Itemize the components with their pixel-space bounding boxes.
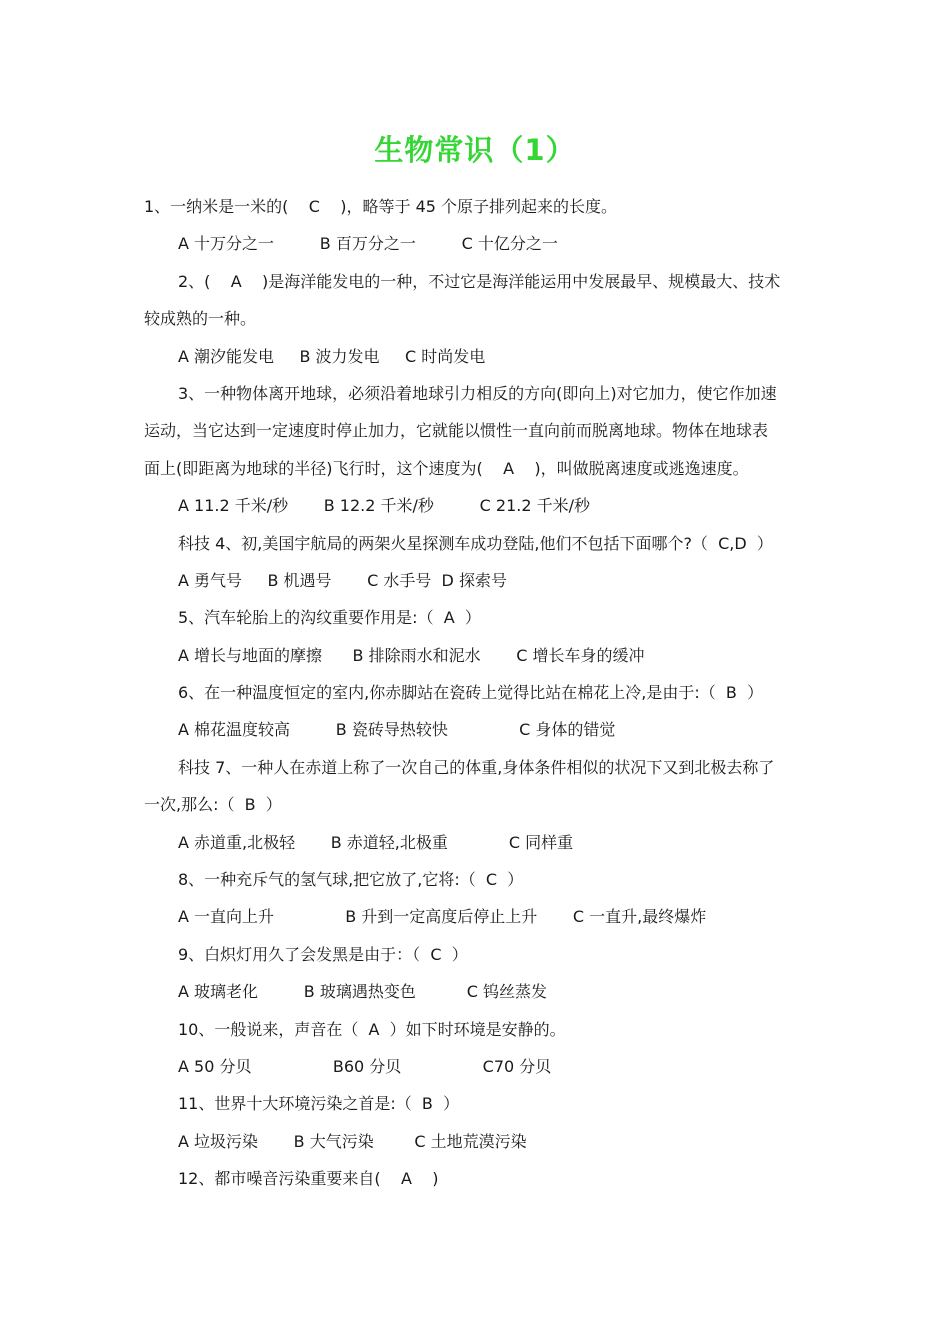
question-3-cont-2: 面上(即距离为地球的半径)飞行时，这个速度为( A )，叫做脱离速度或逃逸速度。 <box>144 458 749 478</box>
question-10: 10、一般说来，声音在（ A ）如下时环境是安静的。 <box>178 1019 566 1039</box>
question-7: 科技 7、一种人在赤道上称了一次自己的体重,身体条件相似的状况下又到北极去称了 <box>178 757 775 777</box>
options-11: A 垃圾污染 B 大气污染 C 土地荒漠污染 <box>178 1131 527 1151</box>
options-2: A 潮汐能发电 B 波力发电 C 时尚发电 <box>178 346 486 366</box>
question-9: 9、白炽灯用久了会发黑是由于：（ C ） <box>178 944 468 964</box>
question-6: 6、在一种温度恒定的室内,你赤脚站在瓷砖上觉得比站在棉花上冷,是由于:（ B ） <box>178 683 764 703</box>
options-5: A 增长与地面的摩擦 B 排除雨水和泥水 C 增长车身的缓冲 <box>178 645 645 665</box>
options-10: A 50 分贝 B60 分贝 C70 分贝 <box>178 1056 552 1076</box>
options-8: A 一直向上升 B 升到一定高度后停止上升 C 一直升,最终爆炸 <box>178 907 707 927</box>
options-9: A 玻璃老化 B 玻璃遇热变色 C 钨丝蒸发 <box>178 982 547 1002</box>
question-5: 5、汽车轮胎上的沟纹重要作用是:（ A ） <box>178 608 481 628</box>
options-7: A 赤道重,北极轻 B 赤道轻,北极重 C 同样重 <box>178 832 574 852</box>
question-12: 12、都市噪音污染重要来自( A ) <box>178 1169 439 1189</box>
document-title: 生物常识（1） <box>374 133 576 167</box>
options-1: A 十万分之一 B 百万分之一 C 十亿分之一 <box>178 234 558 254</box>
question-2: 2、( A )是海洋能发电的一种，不过它是海洋能运用中发展最早、规模最大、技术 <box>178 271 781 291</box>
question-7-cont: 一次,那么:（ B ） <box>144 795 282 815</box>
question-2-cont: 较成熟的一种。 <box>144 309 257 329</box>
question-3-cont-1: 运动，当它达到一定速度时停止加力，它就能以惯性一直向前而脱离地球。物体在地球表 <box>144 421 769 441</box>
options-4: A 勇气号 B 机遇号 C 水手号 D 探索号 <box>178 570 507 590</box>
question-3: 3、一种物体离开地球，必须沿着地球引力相反的方向(即向上)对它加力，使它作加速 <box>178 383 777 403</box>
question-1: 1、一纳米是一米的( C )，略等于 45 个原子排列起来的长度。 <box>144 197 618 216</box>
document-body <box>144 192 808 1202</box>
options-3: A 11.2 千米/秒 B 12.2 千米/秒 C 21.2 千米/秒 <box>178 496 591 516</box>
question-8: 8、一种充斥气的氢气球,把它放了,它将:（ C ） <box>178 870 524 890</box>
question-4: 科技 4、初,美国宇航局的两架火星探测车成功登陆,他们不包括下面哪个?（ C,D ） <box>178 533 773 553</box>
options-6: A 棉花温度较高 B 瓷砖导热较快 C 身体的错觉 <box>178 720 616 740</box>
question-11: 11、世界十大环境污染之首是:（ B ） <box>178 1094 460 1114</box>
